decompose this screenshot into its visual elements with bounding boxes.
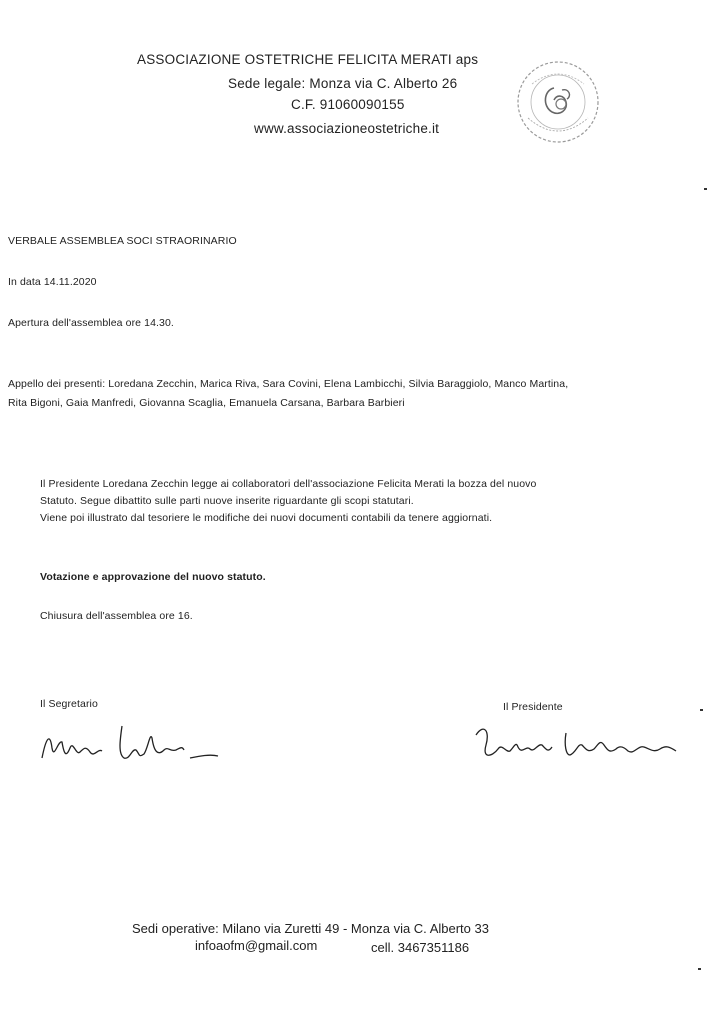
tax-code: C.F. 91060090155 xyxy=(291,97,405,112)
attendance-line: Appello dei presenti: Loredana Zecchin, Marica Riva, Sara Covini, Elena Lambicchi, Silvia Baraggiolo, Manco Martina, xyxy=(8,378,569,390)
meeting-closing: Chiusura dell'assemblea ore 16. xyxy=(40,610,193,622)
website-link[interactable]: www.associazioneostetriche.it xyxy=(254,121,440,136)
registered-address: Sede legale: Monza via C. Alberto 26 xyxy=(228,76,458,91)
minutes-paragraph-line: Viene poi illustrato dal tesoriere le modifiche dei nuovi documenti contabili da tenere aggiornati. xyxy=(40,512,493,524)
secretary-signature xyxy=(40,718,230,768)
scan-speck xyxy=(698,968,701,970)
minutes-paragraph-line: Il Presidente Loredana Zecchin legge ai collaboratori dell'associazione Felicita Merati la bozza del nuovo xyxy=(40,478,537,490)
scan-speck xyxy=(700,709,703,711)
meeting-opening: Apertura dell'assemblea ore 14.30. xyxy=(8,317,174,329)
president-label: Il Presidente xyxy=(503,701,563,713)
contact-email[interactable]: infoaofm@gmail.com xyxy=(195,938,318,953)
attendance-line: Rita Bigoni, Gaia Manfredi, Giovanna Scaglia, Emanuela Carsana, Barbara Barbieri xyxy=(8,397,405,409)
contact-phone: cell. 3467351186 xyxy=(371,940,470,955)
document-title: VERBALE ASSEMBLEA SOCI STRAORINARIO xyxy=(8,235,237,247)
association-stamp-logo xyxy=(514,58,602,146)
president-signature xyxy=(470,715,685,770)
association-name: ASSOCIAZIONE OSTETRICHE FELICITA MERATI aps xyxy=(137,52,479,67)
meeting-date: In data 14.11.2020 xyxy=(8,276,97,288)
operative-sites: Sedi operative: Milano via Zuretti 49 - Monza via C. Alberto 33 xyxy=(132,921,489,936)
vote-statement: Votazione e approvazione del nuovo statuto. xyxy=(40,571,266,583)
scan-speck xyxy=(704,188,707,190)
minutes-paragraph-line: Statuto. Segue dibattito sulle parti nuove inserite riguardante gli scopi statutari. xyxy=(40,495,414,507)
secretary-label: Il Segretario xyxy=(40,698,98,710)
